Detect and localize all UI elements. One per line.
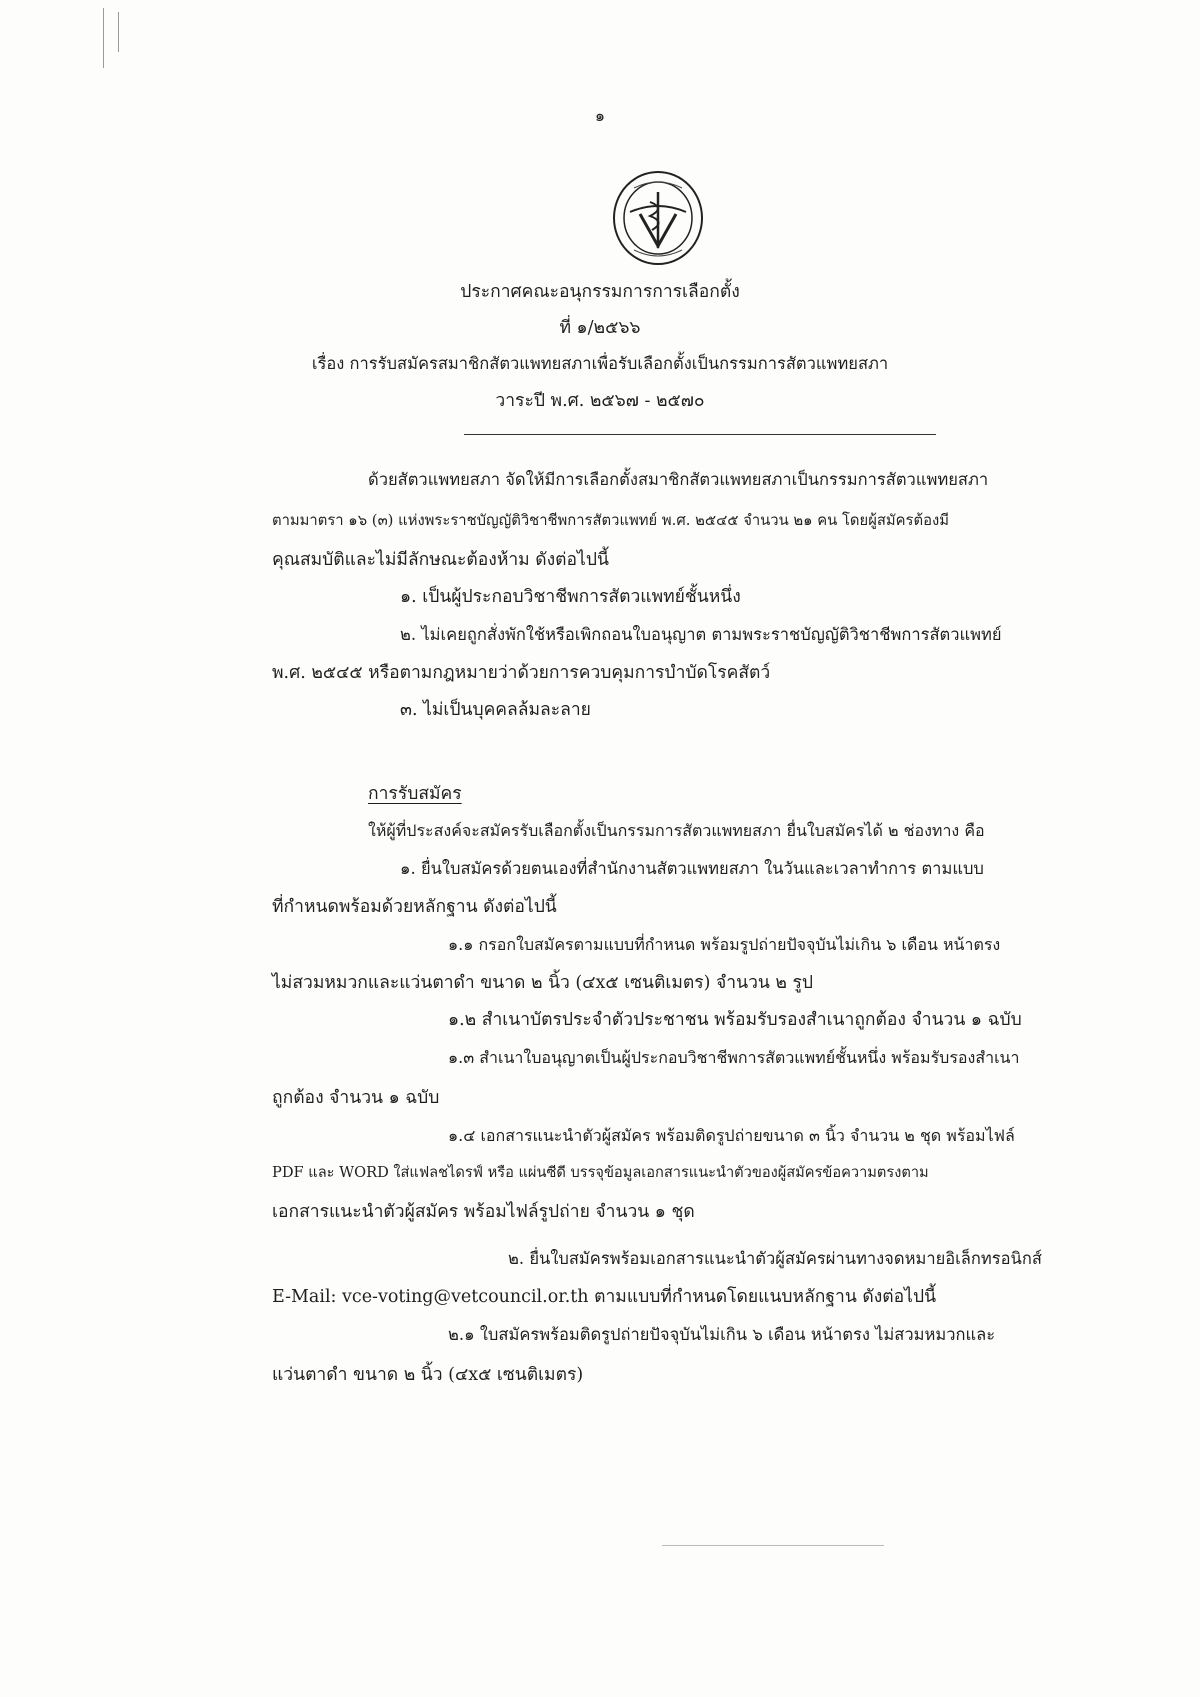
channel-item: ๑. ยื่นใบสมัครด้วยตนเองที่สำนักงานสัตวแพทยสภา ในวันและเวลาทำการ ตามแบบ [400, 859, 984, 878]
document-item: ๑.๔ เอกสารแนะนำตัวผู้สมัคร พร้อมติดรูปถ่ายขนาด ๓ นิ้ว จำนวน ๒ ชุด พร้อมไฟล์ [448, 1126, 1015, 1145]
document-item: ๑.๒ สำเนาบัตรประจำตัวประชาชน พร้อมรับรองสำเนาถูกต้อง จำนวน ๑ ฉบับ [448, 1010, 1022, 1030]
channel-item: ที่กำหนดพร้อมด้วยหลักฐาน ดังต่อไปนี้ [272, 897, 557, 917]
document-item: ๑.๑ กรอกใบสมัครตามแบบที่กำหนด พร้อมรูปถ่ายปัจจุบันไม่เกิน ๖ เดือน หน้าตรง [448, 935, 1001, 954]
scan-mark [662, 1545, 884, 1546]
scan-mark [118, 12, 119, 52]
section-title-application: การรับสมัคร [368, 784, 462, 804]
announcement-number: ที่ ๑/๒๕๖๖ [559, 318, 641, 338]
page-number: ๑ [594, 106, 606, 125]
document-item: ๑.๓ สำเนาใบอนุญาตเป็นผู้ประกอบวิชาชีพการสัตวแพทย์ชั้นหนึ่ง พร้อมรับรองสำเนา [448, 1048, 1020, 1067]
qualification-item: ๓. ไม่เป็นบุคคลล้มละลาย [400, 700, 591, 720]
application-intro: ให้ผู้ที่ประสงค์จะสมัครรับเลือกตั้งเป็นกรรมการสัตวแพทยสภา ยื่นใบสมัครได้ ๒ ช่องทาง คือ [368, 821, 985, 840]
intro-line: ด้วยสัตวแพทยสภา จัดให้มีการเลือกตั้งสมาชิกสัตวแพทยสภาเป็นกรรมการสัตวแพทยสภา [368, 470, 989, 489]
qualification-item: พ.ศ. ๒๕๔๕ หรือตามกฎหมายว่าด้วยการควบคุมการบำบัดโรคสัตว์ [272, 663, 771, 683]
channel-item: E-Mail: vce-voting@vetcouncil.or.th ตามแบบที่กำหนดโดยแนบหลักฐาน ดังต่อไปนี้ [272, 1287, 937, 1307]
document-item: แว่นตาดำ ขนาด ๒ นิ้ว (๔x๕ เซนติเมตร) [272, 1365, 584, 1385]
vet-council-seal-icon [610, 170, 706, 266]
document-item: ไม่สวมหมวกและแว่นตาดำ ขนาด ๒ นิ้ว (๔x๕ เซนติเมตร) จำนวน ๒ รูป [272, 973, 814, 993]
document-item: PDF และ WORD ใส่แฟลชไดรฟ์ หรือ แผ่นซีดี บรรจุข้อมูลเอกสารแนะนำตัวของผู้สมัครข้อความตรงตาม [272, 1164, 929, 1181]
announcement-title: ประกาศคณะอนุกรรมการการเลือกตั้ง [460, 282, 740, 302]
document-item: ๒.๑ ใบสมัครพร้อมติดรูปถ่ายปัจจุบันไม่เกิน ๖ เดือน หน้าตรง ไม่สวมหมวกและ [448, 1325, 996, 1344]
scan-mark [103, 8, 104, 68]
announcement-subject: เรื่อง การรับสมัครสมาชิกสัตวแพทยสภาเพื่อรับเลือกตั้งเป็นกรรมการสัตวแพทยสภา [311, 354, 889, 373]
qualification-item: ๑. เป็นผู้ประกอบวิชาชีพการสัตวแพทย์ชั้นหนึ่ง [400, 587, 741, 607]
announcement-term: วาระปี พ.ศ. ๒๕๖๗ - ๒๕๗๐ [495, 391, 705, 411]
channel-item: ๒. ยื่นใบสมัครพร้อมเอกสารแนะนำตัวผู้สมัครผ่านทางจดหมายอิเล็กทรอนิกส์ [508, 1249, 1042, 1268]
document-item: ถูกต้อง จำนวน ๑ ฉบับ [272, 1088, 440, 1108]
qualification-item: ๒. ไม่เคยถูกสั่งพักใช้หรือเพิกถอนใบอนุญาต ตามพระราชบัญญัติวิชาชีพการสัตวแพทย์ [400, 625, 1002, 644]
intro-line: ตามมาตรา ๑๖ (๓) แห่งพระราชบัญญัติวิชาชีพการสัตวแพทย์ พ.ศ. ๒๕๔๕ จำนวน ๒๑ คน โดยผู้สมัครต้องมี [272, 512, 949, 529]
heading-divider [464, 434, 936, 435]
intro-line: คุณสมบัติและไม่มีลักษณะต้องห้าม ดังต่อไปนี้ [272, 550, 609, 570]
document-item: เอกสารแนะนำตัวผู้สมัคร พร้อมไฟล์รูปถ่าย จำนวน ๑ ชุด [272, 1202, 695, 1222]
